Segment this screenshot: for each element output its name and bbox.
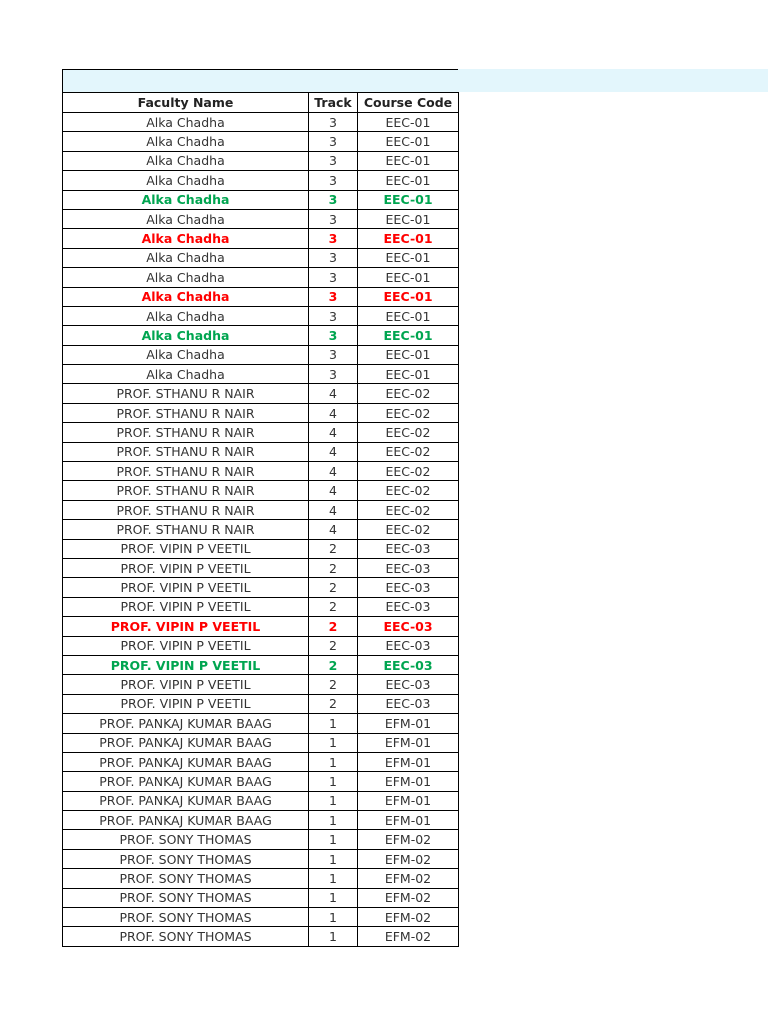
cell-faculty-name: PROF. SONY THOMAS bbox=[63, 908, 309, 927]
cell-track: 1 bbox=[309, 849, 358, 868]
cell-course-code: EFM-01 bbox=[358, 791, 459, 810]
cell-course-code: EFM-02 bbox=[358, 849, 459, 868]
cell-track: 2 bbox=[309, 617, 358, 636]
cell-track: 3 bbox=[309, 132, 358, 151]
cell-track: 1 bbox=[309, 869, 358, 888]
cell-track: 2 bbox=[309, 655, 358, 674]
cell-course-code: EEC-02 bbox=[358, 442, 459, 461]
table-row bbox=[63, 151, 459, 170]
cell-track: 3 bbox=[309, 345, 358, 364]
table-row bbox=[63, 849, 459, 868]
table-row bbox=[63, 869, 459, 888]
cell-track: 3 bbox=[309, 306, 358, 325]
cell-faculty-name: PROF. VIPIN P VEETIL bbox=[63, 597, 309, 616]
table-row bbox=[63, 617, 459, 636]
table-row bbox=[63, 384, 459, 403]
cell-track: 2 bbox=[309, 578, 358, 597]
table-row bbox=[63, 714, 459, 733]
table-row bbox=[63, 752, 459, 771]
cell-course-code: EFM-02 bbox=[358, 927, 459, 946]
cell-faculty-name: PROF. PANKAJ KUMAR BAAG bbox=[63, 752, 309, 771]
cell-faculty-name: PROF. STHANU R NAIR bbox=[63, 500, 309, 519]
cell-course-code: EEC-01 bbox=[358, 365, 459, 384]
cell-course-code: EEC-02 bbox=[358, 481, 459, 500]
table-row bbox=[63, 248, 459, 267]
cell-course-code: EFM-01 bbox=[358, 752, 459, 771]
cell-faculty-name: PROF. PANKAJ KUMAR BAAG bbox=[63, 714, 309, 733]
table-row bbox=[63, 520, 459, 539]
cell-course-code: EFM-01 bbox=[358, 733, 459, 752]
header-band-border bbox=[62, 69, 458, 92]
table-row bbox=[63, 578, 459, 597]
table-row bbox=[63, 597, 459, 616]
cell-track: 3 bbox=[309, 326, 358, 345]
table-row bbox=[63, 113, 459, 132]
table-row bbox=[63, 365, 459, 384]
cell-track: 2 bbox=[309, 636, 358, 655]
table-row bbox=[63, 908, 459, 927]
cell-course-code: EEC-02 bbox=[358, 520, 459, 539]
table-row bbox=[63, 636, 459, 655]
cell-course-code: EEC-01 bbox=[358, 229, 459, 248]
cell-track: 4 bbox=[309, 520, 358, 539]
cell-course-code: EEC-02 bbox=[358, 384, 459, 403]
header-track: Track bbox=[309, 93, 358, 113]
cell-faculty-name: Alka Chadha bbox=[63, 132, 309, 151]
cell-course-code: EEC-01 bbox=[358, 248, 459, 267]
table-row bbox=[63, 442, 459, 461]
table-row bbox=[63, 694, 459, 713]
cell-faculty-name: Alka Chadha bbox=[63, 209, 309, 228]
cell-track: 4 bbox=[309, 481, 358, 500]
cell-course-code: EFM-01 bbox=[358, 714, 459, 733]
cell-track: 4 bbox=[309, 462, 358, 481]
cell-course-code: EEC-01 bbox=[358, 132, 459, 151]
table-row bbox=[63, 190, 459, 209]
table-row bbox=[63, 171, 459, 190]
cell-track: 2 bbox=[309, 675, 358, 694]
cell-course-code: EEC-03 bbox=[358, 558, 459, 577]
cell-track: 2 bbox=[309, 597, 358, 616]
cell-track: 1 bbox=[309, 733, 358, 752]
cell-faculty-name: Alka Chadha bbox=[63, 287, 309, 306]
table-row bbox=[63, 733, 459, 752]
cell-track: 1 bbox=[309, 908, 358, 927]
cell-track: 2 bbox=[309, 694, 358, 713]
cell-faculty-name: Alka Chadha bbox=[63, 306, 309, 325]
cell-track: 1 bbox=[309, 752, 358, 771]
table-row bbox=[63, 229, 459, 248]
faculty-table bbox=[62, 92, 459, 947]
cell-faculty-name: PROF. STHANU R NAIR bbox=[63, 423, 309, 442]
cell-faculty-name: PROF. PANKAJ KUMAR BAAG bbox=[63, 772, 309, 791]
header-course-code: Course Code bbox=[358, 93, 459, 113]
cell-faculty-name: PROF. STHANU R NAIR bbox=[63, 520, 309, 539]
cell-course-code: EEC-02 bbox=[358, 500, 459, 519]
cell-course-code: EFM-01 bbox=[358, 772, 459, 791]
cell-course-code: EEC-02 bbox=[358, 423, 459, 442]
cell-course-code: EFM-01 bbox=[358, 811, 459, 830]
cell-faculty-name: Alka Chadha bbox=[63, 151, 309, 170]
cell-course-code: EFM-02 bbox=[358, 888, 459, 907]
cell-faculty-name: PROF. STHANU R NAIR bbox=[63, 462, 309, 481]
cell-track: 1 bbox=[309, 714, 358, 733]
table-row bbox=[63, 345, 459, 364]
cell-course-code: EEC-03 bbox=[358, 675, 459, 694]
cell-course-code: EEC-01 bbox=[358, 209, 459, 228]
cell-course-code: EFM-02 bbox=[358, 908, 459, 927]
cell-course-code: EFM-02 bbox=[358, 869, 459, 888]
cell-course-code: EFM-02 bbox=[358, 830, 459, 849]
table-row bbox=[63, 558, 459, 577]
cell-faculty-name: Alka Chadha bbox=[63, 113, 309, 132]
cell-track: 1 bbox=[309, 811, 358, 830]
cell-faculty-name: Alka Chadha bbox=[63, 229, 309, 248]
cell-track: 3 bbox=[309, 151, 358, 170]
table-row bbox=[63, 500, 459, 519]
cell-faculty-name: PROF. SONY THOMAS bbox=[63, 888, 309, 907]
cell-faculty-name: PROF. STHANU R NAIR bbox=[63, 442, 309, 461]
table-row bbox=[63, 675, 459, 694]
cell-track: 3 bbox=[309, 229, 358, 248]
cell-faculty-name: PROF. SONY THOMAS bbox=[63, 849, 309, 868]
table-row bbox=[63, 132, 459, 151]
table-row bbox=[63, 462, 459, 481]
cell-course-code: EEC-01 bbox=[358, 171, 459, 190]
cell-track: 4 bbox=[309, 403, 358, 422]
table-row bbox=[63, 888, 459, 907]
table-row bbox=[63, 655, 459, 674]
table-row bbox=[63, 481, 459, 500]
cell-track: 3 bbox=[309, 190, 358, 209]
cell-course-code: EEC-03 bbox=[358, 655, 459, 674]
cell-faculty-name: PROF. VIPIN P VEETIL bbox=[63, 539, 309, 558]
cell-faculty-name: PROF. STHANU R NAIR bbox=[63, 384, 309, 403]
cell-track: 3 bbox=[309, 365, 358, 384]
table-row bbox=[63, 326, 459, 345]
cell-track: 4 bbox=[309, 423, 358, 442]
cell-course-code: EEC-03 bbox=[358, 617, 459, 636]
table-row bbox=[63, 287, 459, 306]
cell-faculty-name: Alka Chadha bbox=[63, 365, 309, 384]
cell-track: 1 bbox=[309, 927, 358, 946]
cell-faculty-name: Alka Chadha bbox=[63, 190, 309, 209]
cell-track: 3 bbox=[309, 113, 358, 132]
table-row bbox=[63, 791, 459, 810]
cell-faculty-name: PROF. PANKAJ KUMAR BAAG bbox=[63, 791, 309, 810]
table-row bbox=[63, 268, 459, 287]
cell-faculty-name: PROF. VIPIN P VEETIL bbox=[63, 655, 309, 674]
cell-course-code: EEC-01 bbox=[358, 326, 459, 345]
cell-faculty-name: Alka Chadha bbox=[63, 248, 309, 267]
cell-course-code: EEC-03 bbox=[358, 694, 459, 713]
table-body bbox=[63, 113, 459, 947]
cell-course-code: EEC-01 bbox=[358, 268, 459, 287]
table-header-row bbox=[63, 93, 459, 113]
table-row bbox=[63, 811, 459, 830]
cell-course-code: EEC-03 bbox=[358, 636, 459, 655]
cell-faculty-name: PROF. SONY THOMAS bbox=[63, 927, 309, 946]
cell-faculty-name: PROF. VIPIN P VEETIL bbox=[63, 675, 309, 694]
header-faculty-name: Faculty Name bbox=[63, 93, 309, 113]
cell-course-code: EEC-02 bbox=[358, 462, 459, 481]
cell-faculty-name: Alka Chadha bbox=[63, 171, 309, 190]
cell-faculty-name: PROF. PANKAJ KUMAR BAAG bbox=[63, 811, 309, 830]
cell-track: 4 bbox=[309, 442, 358, 461]
table-row bbox=[63, 539, 459, 558]
cell-course-code: EEC-02 bbox=[358, 403, 459, 422]
cell-course-code: EEC-01 bbox=[358, 345, 459, 364]
cell-faculty-name: PROF. VIPIN P VEETIL bbox=[63, 617, 309, 636]
cell-faculty-name: PROF. SONY THOMAS bbox=[63, 869, 309, 888]
table-row bbox=[63, 306, 459, 325]
cell-faculty-name: PROF. VIPIN P VEETIL bbox=[63, 694, 309, 713]
cell-track: 1 bbox=[309, 830, 358, 849]
table-row bbox=[63, 772, 459, 791]
cell-course-code: EEC-03 bbox=[358, 539, 459, 558]
cell-faculty-name: PROF. VIPIN P VEETIL bbox=[63, 636, 309, 655]
cell-faculty-name: PROF. PANKAJ KUMAR BAAG bbox=[63, 733, 309, 752]
cell-track: 2 bbox=[309, 539, 358, 558]
table-row bbox=[63, 927, 459, 946]
cell-track: 3 bbox=[309, 209, 358, 228]
cell-track: 1 bbox=[309, 772, 358, 791]
cell-track: 1 bbox=[309, 888, 358, 907]
cell-faculty-name: PROF. SONY THOMAS bbox=[63, 830, 309, 849]
cell-faculty-name: PROF. STHANU R NAIR bbox=[63, 481, 309, 500]
table-row bbox=[63, 830, 459, 849]
cell-track: 3 bbox=[309, 248, 358, 267]
cell-course-code: EEC-01 bbox=[358, 190, 459, 209]
cell-course-code: EEC-03 bbox=[358, 578, 459, 597]
cell-track: 3 bbox=[309, 268, 358, 287]
table-row bbox=[63, 209, 459, 228]
cell-faculty-name: Alka Chadha bbox=[63, 326, 309, 345]
cell-track: 4 bbox=[309, 384, 358, 403]
cell-track: 4 bbox=[309, 500, 358, 519]
cell-course-code: EEC-01 bbox=[358, 287, 459, 306]
cell-faculty-name: PROF. VIPIN P VEETIL bbox=[63, 558, 309, 577]
cell-course-code: EEC-01 bbox=[358, 151, 459, 170]
cell-course-code: EEC-01 bbox=[358, 113, 459, 132]
cell-track: 2 bbox=[309, 558, 358, 577]
cell-faculty-name: Alka Chadha bbox=[63, 345, 309, 364]
cell-track: 3 bbox=[309, 287, 358, 306]
cell-course-code: EEC-01 bbox=[358, 306, 459, 325]
table-row bbox=[63, 403, 459, 422]
cell-track: 3 bbox=[309, 171, 358, 190]
cell-faculty-name: Alka Chadha bbox=[63, 268, 309, 287]
cell-faculty-name: PROF. STHANU R NAIR bbox=[63, 403, 309, 422]
cell-course-code: EEC-03 bbox=[358, 597, 459, 616]
cell-faculty-name: PROF. VIPIN P VEETIL bbox=[63, 578, 309, 597]
cell-track: 1 bbox=[309, 791, 358, 810]
table-row bbox=[63, 423, 459, 442]
